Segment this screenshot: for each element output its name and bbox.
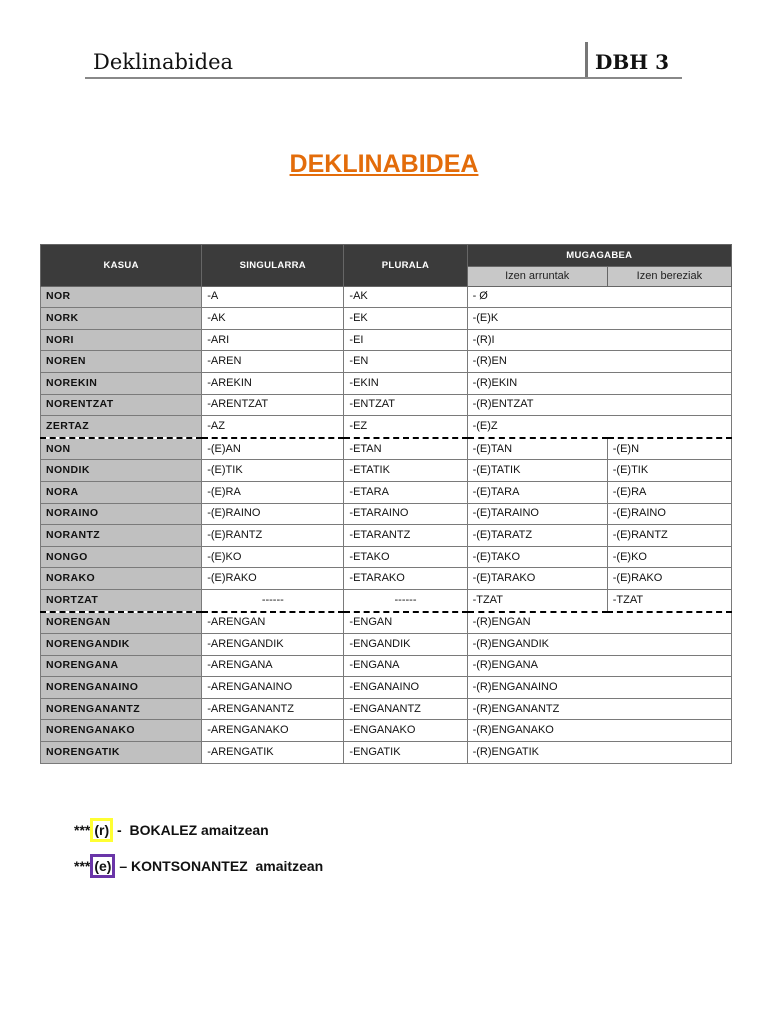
cell-izen-bereziak: -(E)TIK bbox=[607, 460, 731, 482]
cell-singularra: -(E)AN bbox=[202, 438, 344, 460]
table-row bbox=[41, 416, 732, 438]
cell-plurala: -ETARAINO bbox=[344, 503, 467, 525]
cell-izen-arruntak: -(E)TARAINO bbox=[467, 503, 607, 525]
table-body bbox=[41, 286, 732, 763]
table-row bbox=[41, 589, 732, 611]
cell-kasua: ZERTAZ bbox=[41, 416, 202, 438]
table-row bbox=[41, 460, 732, 482]
header-plurala: PLURALA bbox=[344, 245, 467, 287]
cell-izen-bereziak: -(E)N bbox=[607, 438, 731, 460]
cell-singularra: -ARENGANAINO bbox=[202, 677, 344, 699]
cell-kasua: NOREN bbox=[41, 351, 202, 373]
table-row bbox=[41, 438, 732, 460]
header-title: Deklinabidea bbox=[93, 50, 234, 74]
note-e-box: (e) bbox=[90, 854, 115, 878]
cell-mugagabea: -(R)EKIN bbox=[467, 372, 731, 394]
cell-plurala: -EK bbox=[344, 308, 467, 330]
cell-kasua: NOR bbox=[41, 286, 202, 308]
cell-singularra: -ARENGANA bbox=[202, 655, 344, 677]
cell-plurala: -ENGANAINO bbox=[344, 677, 467, 699]
cell-singularra: -(E)KO bbox=[202, 546, 344, 568]
cell-izen-bereziak: -(E)RAINO bbox=[607, 503, 731, 525]
table-row bbox=[41, 546, 732, 568]
cell-kasua: NORA bbox=[41, 481, 202, 503]
cell-kasua: NORI bbox=[41, 329, 202, 351]
cell-plurala: -ETATIK bbox=[344, 460, 467, 482]
cell-kasua: NORTZAT bbox=[41, 589, 202, 611]
cell-plurala: -ENGATIK bbox=[344, 742, 467, 764]
cell-izen-bereziak: -(E)RAKO bbox=[607, 568, 731, 590]
cell-mugagabea: -(R)ENGANAKO bbox=[467, 720, 731, 742]
cell-izen-arruntak: -(E)TARAKO bbox=[467, 568, 607, 590]
cell-singularra: -ARENGATIK bbox=[202, 742, 344, 764]
cell-izen-arruntak: -(E)TAN bbox=[467, 438, 607, 460]
cell-plurala: -EI bbox=[344, 329, 467, 351]
header-mugagabea: MUGAGABEA bbox=[467, 245, 731, 267]
cell-singularra: -ARENGANDIK bbox=[202, 634, 344, 656]
table-row bbox=[41, 525, 732, 547]
page-header bbox=[85, 42, 682, 80]
cell-izen-arruntak: -(E)TARA bbox=[467, 481, 607, 503]
cell-singularra: -AK bbox=[202, 308, 344, 330]
cell-mugagabea: -(R)ENTZAT bbox=[467, 394, 731, 416]
cell-plurala: -ENGANANTZ bbox=[344, 698, 467, 720]
cell-kasua: NORENGAN bbox=[41, 612, 202, 634]
cell-mugagabea: - Ø bbox=[467, 286, 731, 308]
header-izen-bereziak: Izen bereziak bbox=[607, 266, 731, 286]
cell-mugagabea: -(R)ENGANAINO bbox=[467, 677, 731, 699]
table-row bbox=[41, 655, 732, 677]
cell-plurala: -EN bbox=[344, 351, 467, 373]
note-r-text: - BOKALEZ amaitzean bbox=[113, 822, 269, 838]
cell-kasua: NORAKO bbox=[41, 568, 202, 590]
cell-singularra: -AREN bbox=[202, 351, 344, 373]
table-row bbox=[41, 720, 732, 742]
cell-kasua: NORK bbox=[41, 308, 202, 330]
table-row bbox=[41, 612, 732, 634]
cell-kasua: NORENGANAKO bbox=[41, 720, 202, 742]
cell-plurala: -ENTZAT bbox=[344, 394, 467, 416]
cell-plurala: -ENGANA bbox=[344, 655, 467, 677]
cell-kasua: NONGO bbox=[41, 546, 202, 568]
table-row bbox=[41, 634, 732, 656]
cell-izen-bereziak: -TZAT bbox=[607, 589, 731, 611]
note-r bbox=[74, 818, 269, 842]
cell-izen-arruntak: -TZAT bbox=[467, 589, 607, 611]
cell-izen-bereziak: -(E)RANTZ bbox=[607, 525, 731, 547]
page-title: DEKLINABIDEA bbox=[289, 150, 479, 178]
table-row bbox=[41, 329, 732, 351]
cell-kasua: NORENGATIK bbox=[41, 742, 202, 764]
table-row bbox=[41, 372, 732, 394]
cell-mugagabea: -(R)I bbox=[467, 329, 731, 351]
cell-izen-bereziak: -(E)RA bbox=[607, 481, 731, 503]
cell-singularra: -ARENGANANTZ bbox=[202, 698, 344, 720]
cell-plurala: ------ bbox=[344, 589, 467, 611]
cell-izen-arruntak: -(E)TATIK bbox=[467, 460, 607, 482]
cell-mugagabea: -(R)ENGANA bbox=[467, 655, 731, 677]
cell-singularra: -(E)RANTZ bbox=[202, 525, 344, 547]
cell-singularra: -A bbox=[202, 286, 344, 308]
cell-singularra: -ARENGAN bbox=[202, 612, 344, 634]
cell-plurala: -AK bbox=[344, 286, 467, 308]
cell-kasua: NORENGANDIK bbox=[41, 634, 202, 656]
cell-mugagabea: -(R)EN bbox=[467, 351, 731, 373]
cell-plurala: -EKIN bbox=[344, 372, 467, 394]
cell-singularra: -AREKIN bbox=[202, 372, 344, 394]
cell-kasua: NONDIK bbox=[41, 460, 202, 482]
cell-kasua: NON bbox=[41, 438, 202, 460]
header-singularra: SINGULARRA bbox=[202, 245, 344, 287]
header-divider bbox=[585, 42, 588, 78]
header-kasua: KASUA bbox=[41, 245, 202, 287]
cell-plurala: -ENGANDIK bbox=[344, 634, 467, 656]
cell-mugagabea: -(R)ENGANANTZ bbox=[467, 698, 731, 720]
cell-mugagabea: -(E)K bbox=[467, 308, 731, 330]
cell-izen-bereziak: -(E)KO bbox=[607, 546, 731, 568]
cell-izen-arruntak: -(E)TAKO bbox=[467, 546, 607, 568]
table-row bbox=[41, 742, 732, 764]
note-e-prefix: *** bbox=[74, 858, 91, 874]
cell-kasua: NORENGANA bbox=[41, 655, 202, 677]
cell-plurala: -ENGAN bbox=[344, 612, 467, 634]
cell-singularra: -(E)TIK bbox=[202, 460, 344, 482]
cell-singularra: ------ bbox=[202, 589, 344, 611]
cell-mugagabea: -(R)ENGATIK bbox=[467, 742, 731, 764]
cell-singularra: -ARENTZAT bbox=[202, 394, 344, 416]
note-r-prefix: *** bbox=[74, 822, 91, 838]
cell-kasua: NORANTZ bbox=[41, 525, 202, 547]
cell-kasua: NOREKIN bbox=[41, 372, 202, 394]
cell-mugagabea: -(R)ENGAN bbox=[467, 612, 731, 634]
cell-singularra: -(E)RAKO bbox=[202, 568, 344, 590]
cell-mugagabea: -(E)Z bbox=[467, 416, 731, 438]
table-row bbox=[41, 698, 732, 720]
table-row bbox=[41, 308, 732, 330]
note-r-box: (r) bbox=[90, 818, 113, 842]
table-row bbox=[41, 351, 732, 373]
header-course: DBH 3 bbox=[595, 50, 670, 74]
cell-mugagabea: -(R)ENGANDIK bbox=[467, 634, 731, 656]
table-row bbox=[41, 503, 732, 525]
header-izen-arruntak: Izen arruntak bbox=[467, 266, 607, 286]
cell-kasua: NORAINO bbox=[41, 503, 202, 525]
cell-singularra: -(E)RA bbox=[202, 481, 344, 503]
cell-kasua: NORENTZAT bbox=[41, 394, 202, 416]
cell-singularra: -(E)RAINO bbox=[202, 503, 344, 525]
cell-plurala: -ETARA bbox=[344, 481, 467, 503]
note-e bbox=[74, 854, 323, 878]
table-row bbox=[41, 286, 732, 308]
table-row bbox=[41, 568, 732, 590]
note-e-text: – KONTSONANTEZ amaitzean bbox=[115, 858, 324, 874]
table-row bbox=[41, 481, 732, 503]
cell-kasua: NORENGANAINO bbox=[41, 677, 202, 699]
cell-plurala: -ETAN bbox=[344, 438, 467, 460]
header-rule bbox=[85, 77, 682, 79]
cell-plurala: -ETARANTZ bbox=[344, 525, 467, 547]
cell-plurala: -ENGANAKO bbox=[344, 720, 467, 742]
cell-plurala: -ETARAKO bbox=[344, 568, 467, 590]
cell-singularra: -ARENGANAKO bbox=[202, 720, 344, 742]
table-row bbox=[41, 394, 732, 416]
cell-izen-arruntak: -(E)TARATZ bbox=[467, 525, 607, 547]
cell-singularra: -AZ bbox=[202, 416, 344, 438]
cell-plurala: -EZ bbox=[344, 416, 467, 438]
cell-singularra: -ARI bbox=[202, 329, 344, 351]
declension-table bbox=[40, 244, 732, 764]
cell-plurala: -ETAKO bbox=[344, 546, 467, 568]
cell-kasua: NORENGANANTZ bbox=[41, 698, 202, 720]
table-row bbox=[41, 677, 732, 699]
